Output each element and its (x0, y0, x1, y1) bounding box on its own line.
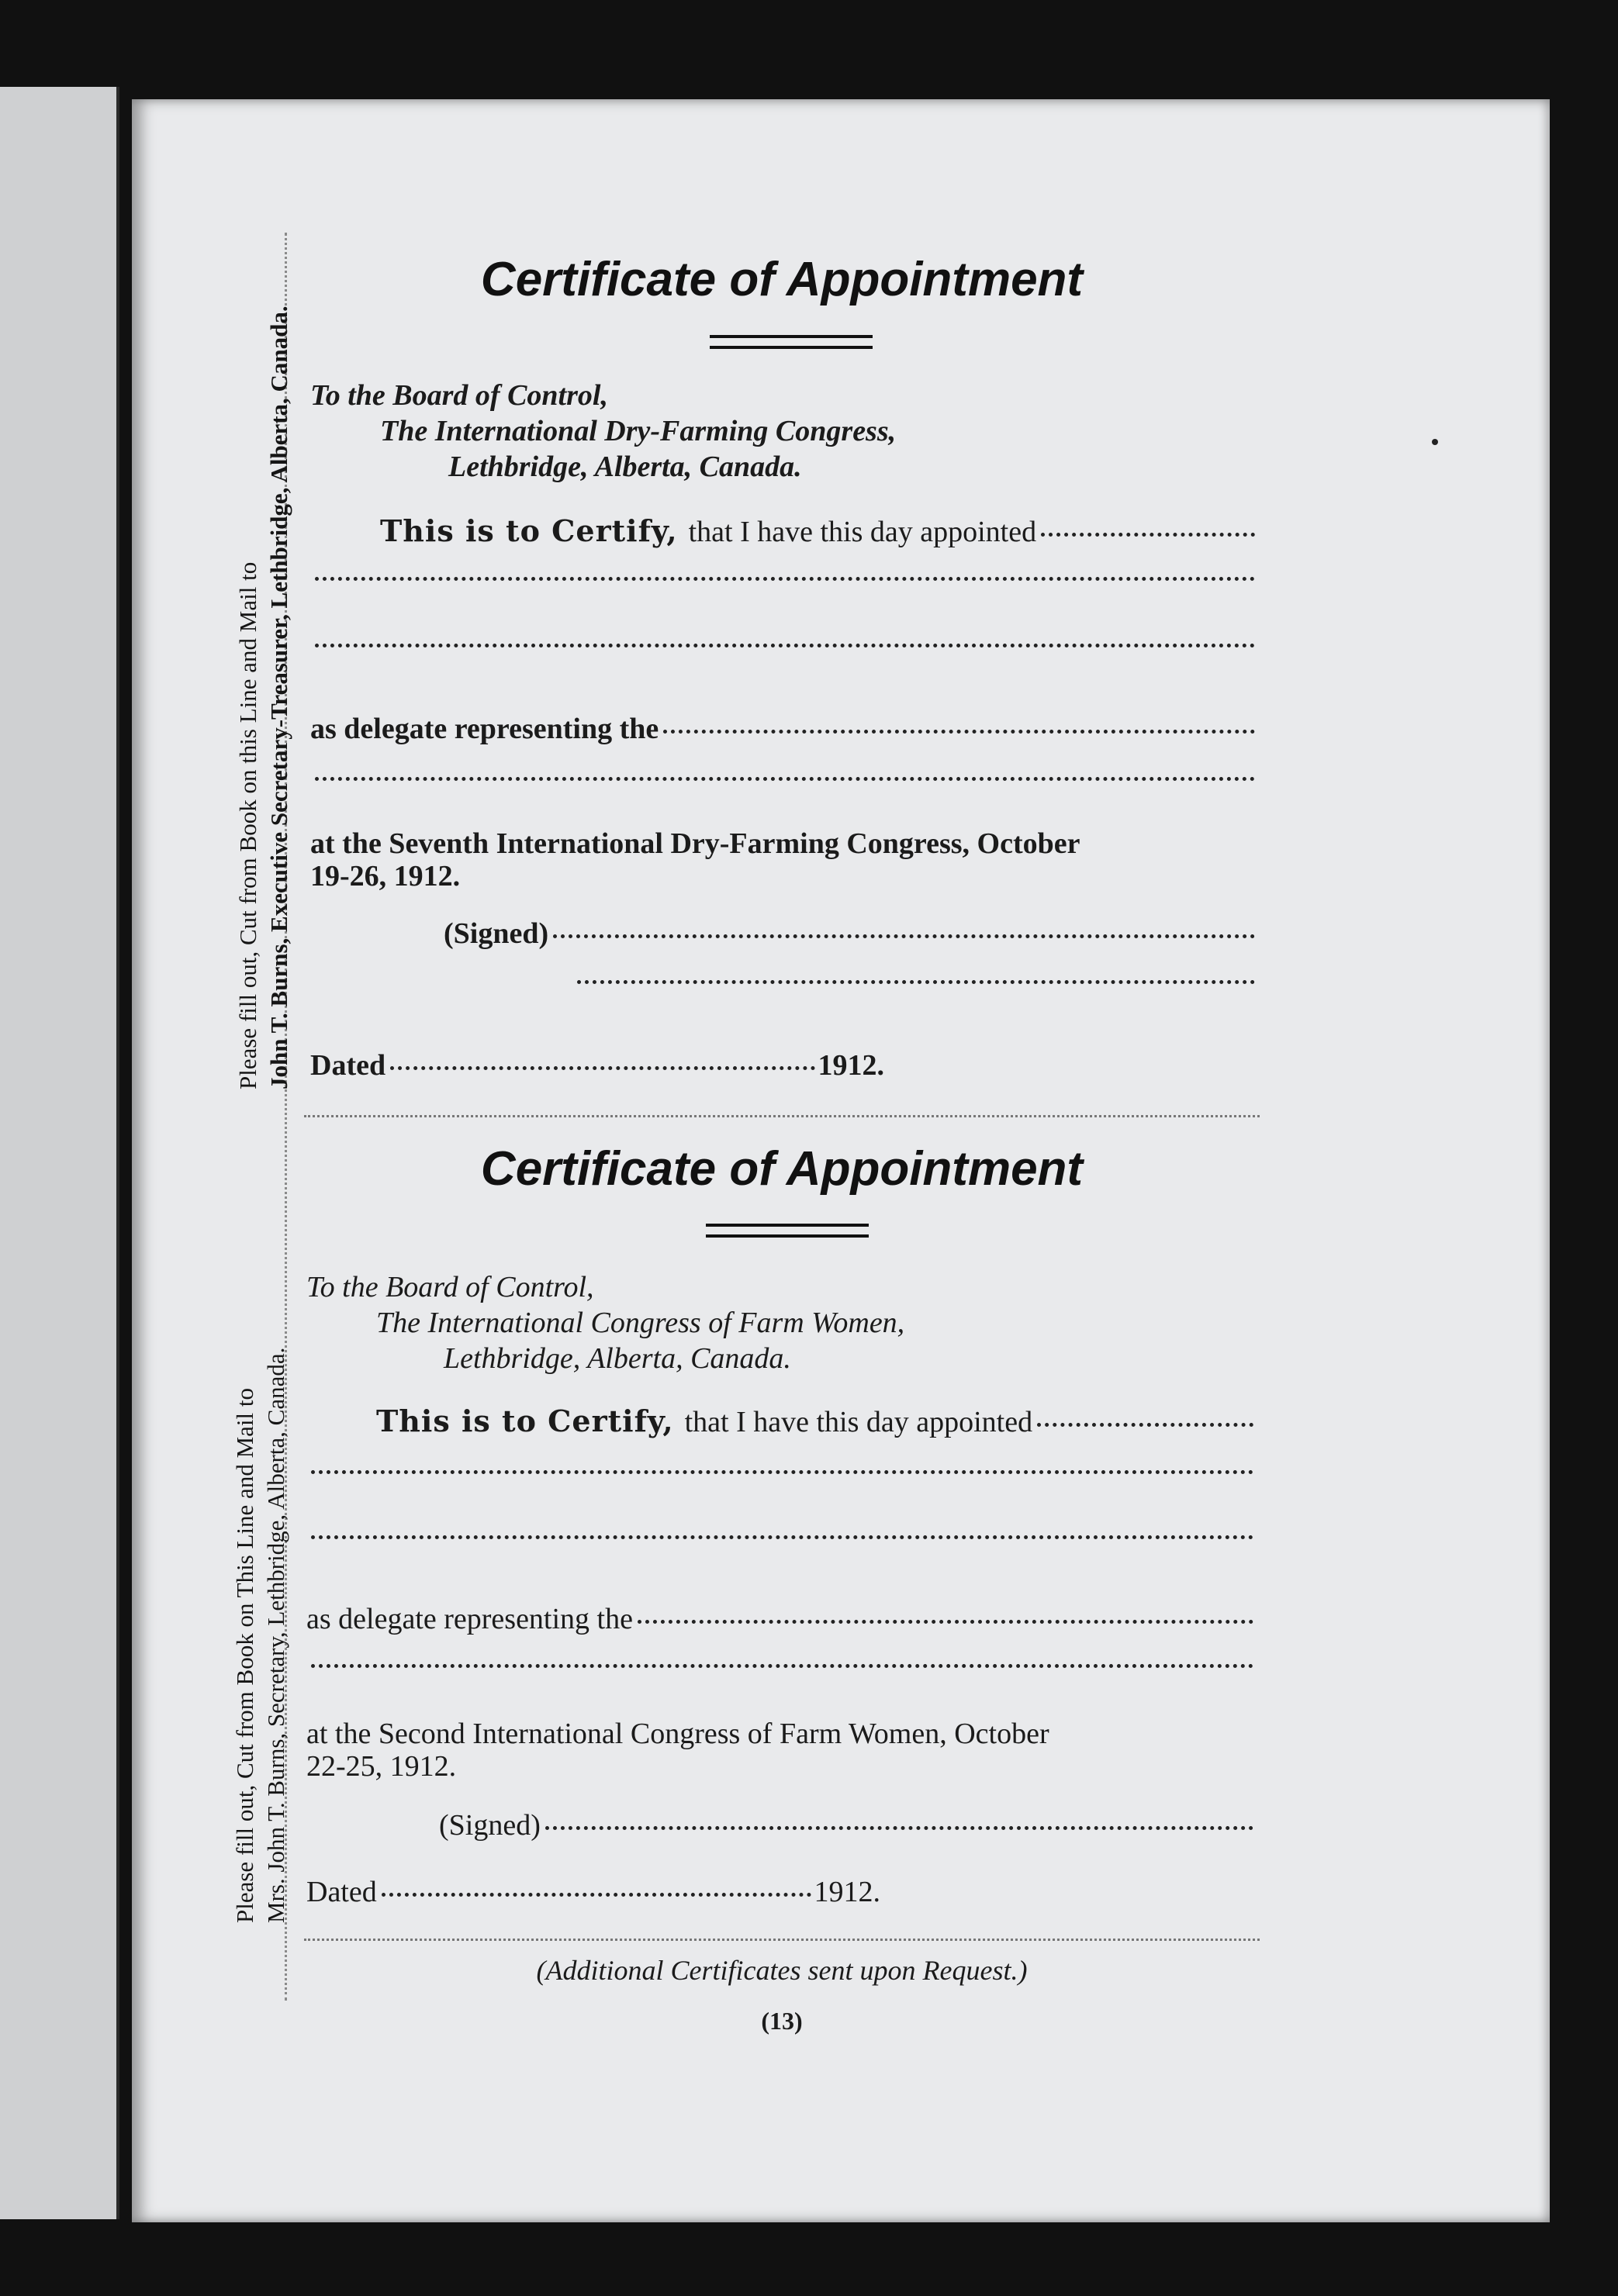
cert1-delegate-label: as delegate representing the (310, 713, 659, 745)
cert2-address-line1: To the Board of Control, (306, 1271, 594, 1303)
cert2-date-blank[interactable] (382, 1893, 811, 1897)
cert2-certify-text: that I have this day appointed (684, 1406, 1033, 1438)
cert2-delegate-line (306, 1602, 1257, 1636)
cert2-signed-line (439, 1808, 1257, 1842)
cert1-date-blank[interactable] (390, 1066, 814, 1070)
cert1-delegate-line (310, 712, 1258, 746)
cert2-delegate-label: as delegate representing the (306, 1603, 633, 1635)
cert1-address-line1: To the Board of Control, (310, 379, 608, 412)
cert1-certify-line (380, 513, 1258, 549)
cert2-address-line2: The International Congress of Farm Women, (376, 1307, 905, 1339)
sidebar-instructions-top (233, 268, 295, 1089)
cert1-address-line3: Lethbridge, Alberta, Canada. (448, 451, 802, 483)
cert1-signed-line (444, 917, 1258, 951)
cert1-blank-line-1[interactable] (310, 582, 1258, 613)
cert1-dated-line (310, 1048, 884, 1082)
cert2-signed-label: (Signed) (439, 1809, 541, 1842)
cert2-title: Certificate of Appointment (480, 1142, 1084, 1196)
cert2-year: 1912. (814, 1876, 880, 1908)
sidebar-bottom-line2: Mrs. John T. Burns, Secretary, Lethbridge, Alberta, Canada. (262, 1347, 289, 1923)
cert2-blank-line-3[interactable] (306, 1669, 1257, 1700)
cert2-blank-line-2[interactable] (306, 1540, 1257, 1571)
cert1-signed-label: (Signed) (444, 917, 549, 950)
paper-speck (1432, 439, 1438, 445)
sidebar-bottom-line1: Please fill out, Cut from Book on This Line and Mail to (231, 1388, 258, 1923)
cert2-congress-line1: at the Second International Congress of Farm Women, October (306, 1718, 1049, 1750)
cert2-certify-line (376, 1403, 1257, 1439)
cert2-signature-blank[interactable] (545, 1826, 1253, 1830)
cert1-congress-line2: 19-26, 1912. (310, 860, 461, 893)
horizontal-cut-line-2 (304, 1939, 1260, 1941)
cert2-title-rule (706, 1224, 869, 1238)
horizontal-cut-line-1 (304, 1115, 1260, 1117)
cert1-blank-line-3[interactable] (310, 782, 1258, 813)
cert1-signature-blank-2[interactable] (572, 985, 1258, 1016)
cert1-certify-bold: This is to Certify, (380, 513, 678, 548)
cert1-organization-blank[interactable] (663, 730, 1255, 734)
sidebar-top-line1: Please fill out, Cut from Book on this Line and Mail to (234, 561, 261, 1089)
facing-page-edge (0, 87, 119, 2219)
cert2-organization-blank[interactable] (638, 1620, 1253, 1624)
cert2-dated-label: Dated (306, 1876, 377, 1908)
cert2-dated-line (306, 1875, 880, 1909)
cert1-signature-blank[interactable] (553, 934, 1255, 938)
cert2-address-line3: Lethbridge, Alberta, Canada. (444, 1342, 791, 1375)
cert1-year: 1912. (818, 1049, 884, 1082)
cert1-certify-text: that I have this day appointed (688, 516, 1037, 548)
cert2-appointee-blank[interactable] (1037, 1423, 1253, 1427)
cert1-dated-label: Dated (310, 1049, 386, 1082)
page-number: (13) (761, 2007, 803, 2035)
cert1-appointee-blank[interactable] (1041, 533, 1255, 537)
cert1-address-line2: The International Dry-Farming Congress, (380, 415, 897, 447)
cert1-title: Certificate of Appointment (480, 253, 1084, 306)
cert2-congress-line2: 22-25, 1912. (306, 1750, 457, 1783)
sidebar-instructions-bottom (230, 1256, 292, 1923)
cert1-blank-line-2[interactable] (310, 648, 1258, 679)
additional-certificates-note: (Additional Certificates sent upon Request.) (536, 1955, 1028, 1986)
cert1-congress-line1: at the Seventh International Dry-Farming Congress, October (310, 827, 1080, 860)
cert2-certify-bold: This is to Certify, (376, 1403, 674, 1438)
sidebar-top-line2: John T. Burns, Executive Secretary-Treasurer, Lethbridge, Alberta, Canada. (265, 306, 292, 1089)
cert1-title-rule (710, 335, 873, 349)
cert2-blank-line-1[interactable] (306, 1475, 1257, 1506)
